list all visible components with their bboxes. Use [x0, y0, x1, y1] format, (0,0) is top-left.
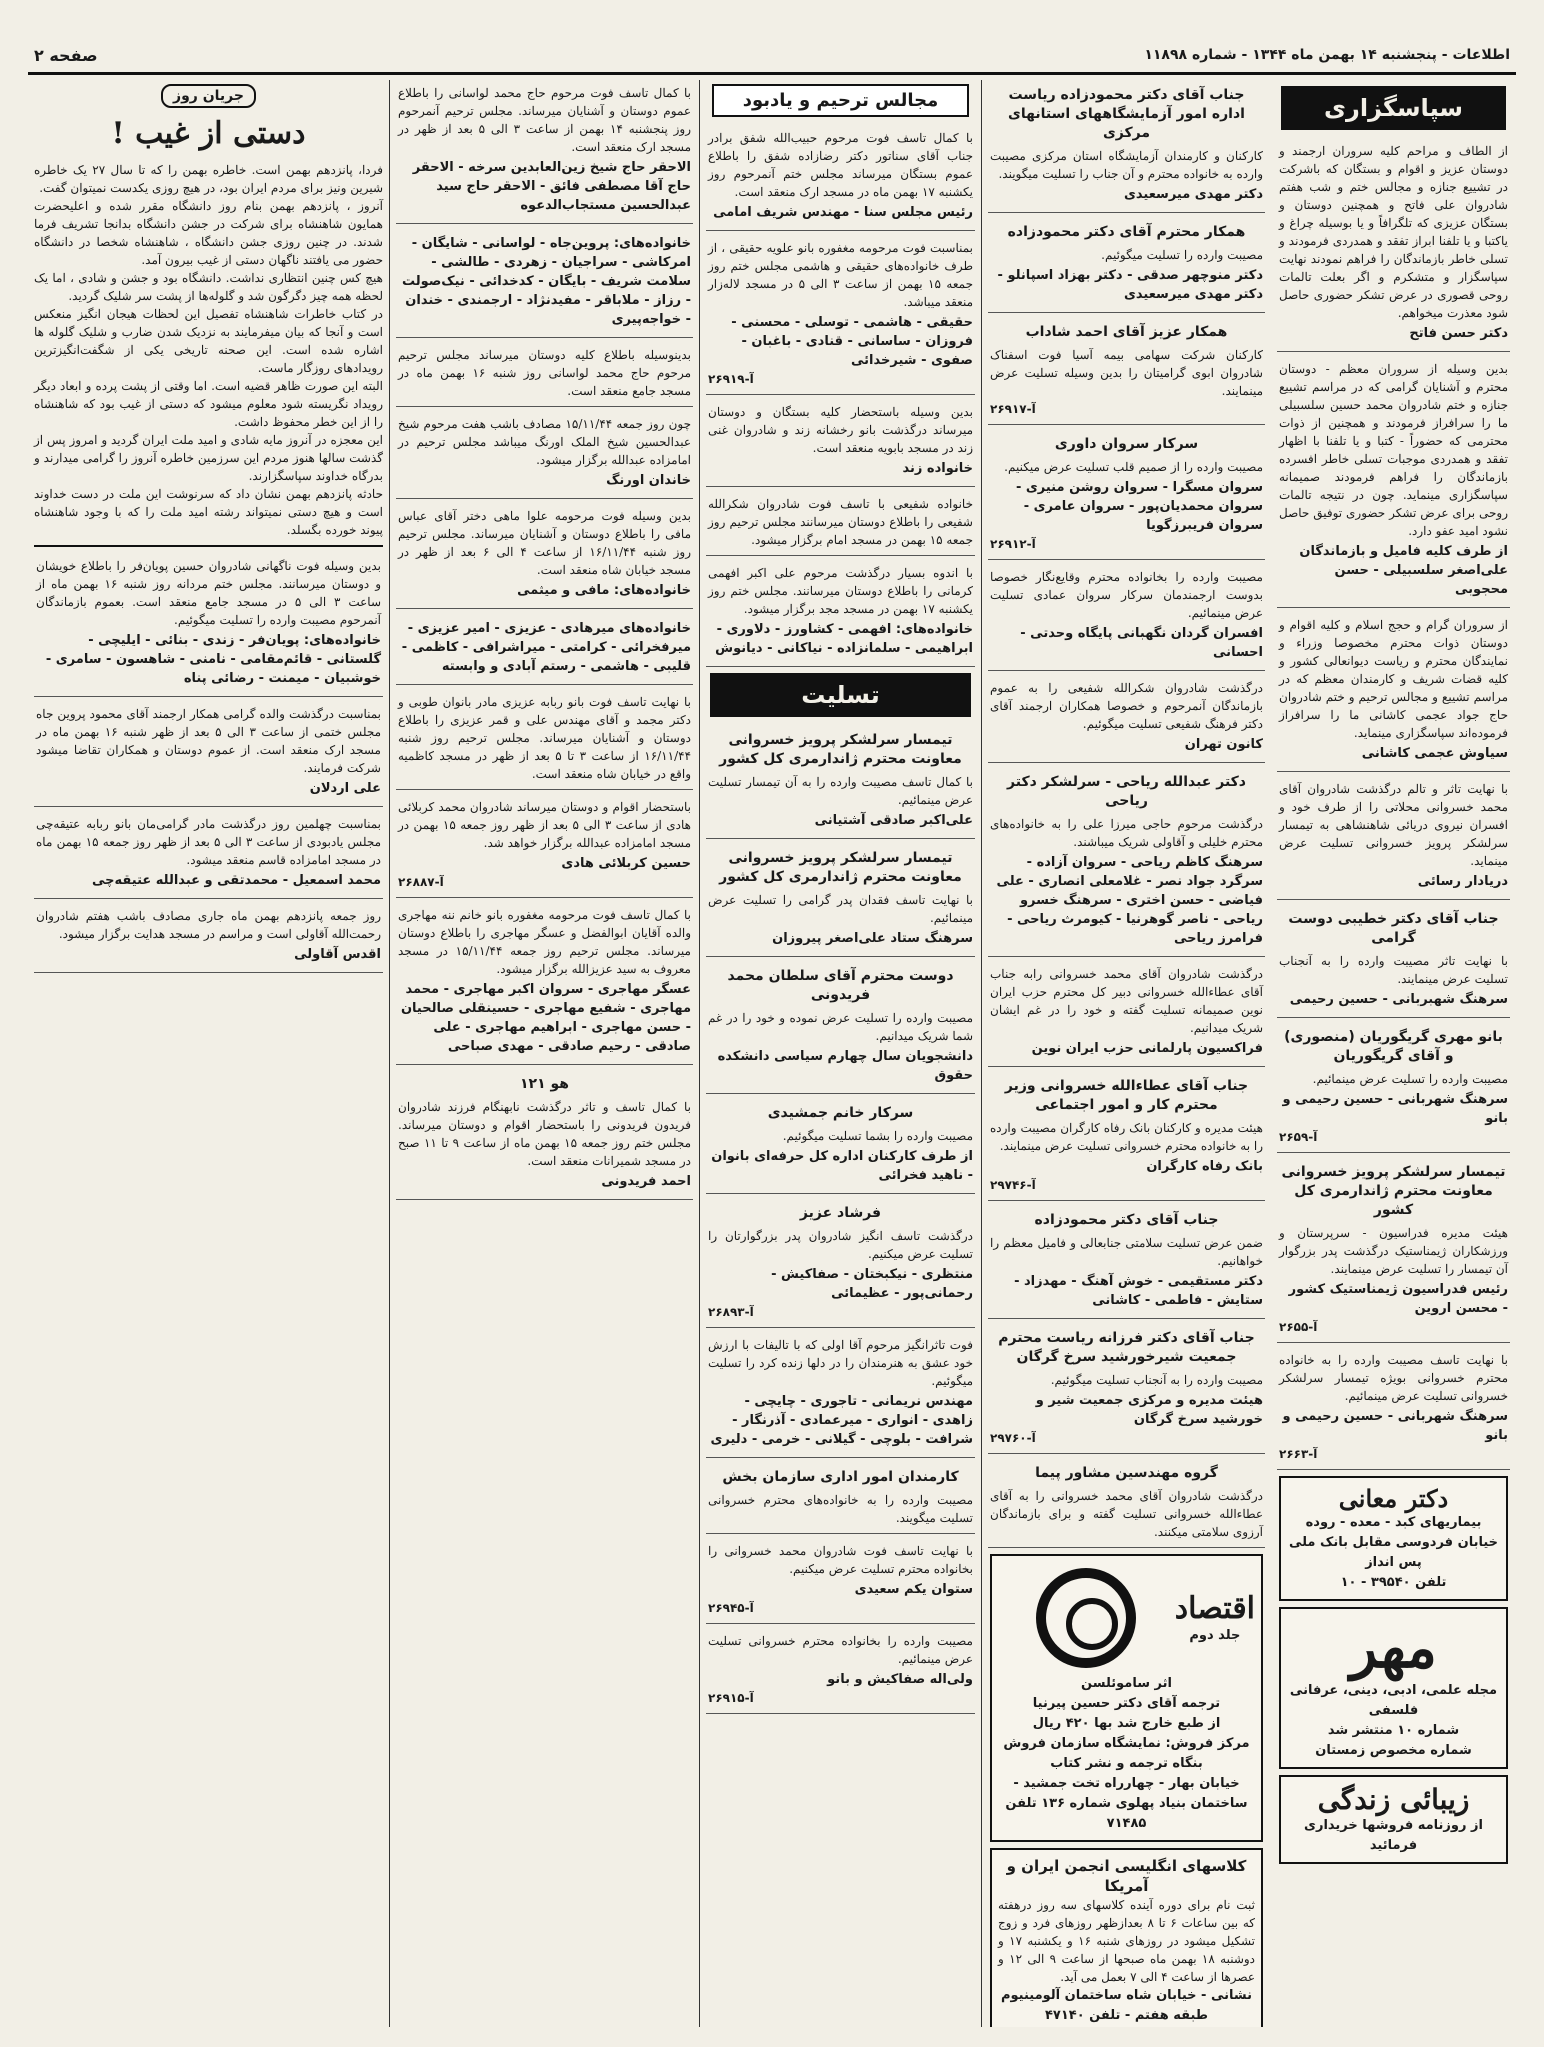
notice-heading: همکار عزیز آقای احمد شاداب [1025, 324, 1228, 340]
notice-heading: سرکار سروان داوری [1054, 436, 1199, 452]
notice-body: با کمال تاسف فوت مرحوم حبیب‌الله شفق برادر جناب آقای سناتور دکتر رضازاده شفق را باطلاع عموم بستگان میرساند مجلس ختم آنمرحوم روز یکشنبه ۱۷ بهمن ماه در مسجد ارک منعقد است. [708, 131, 973, 199]
notice-body: کارکنان و کارمندان آزمایشگاه استان مرکزی مصیبت وارده به خانواده محترم و آن جناب را تسلیت میگویند. [990, 149, 1263, 181]
notice-body: با اندوه بسیار درگذشت مرحوم علی اکبر افهمی کرمانی را باطلاع دوستان میرسانند. مجلس ختم روز یکشنبه ۱۷ بهمن در مسجد مجد برگزار میشود. [708, 566, 973, 616]
ad-classes-title: کلاسهای انگلیسی انجمن ایران و آمریکا [1006, 1857, 1247, 1895]
notice-reference: آ-۲۶۹۱۲ [990, 537, 1036, 551]
notice-heading: دکتر عبدالله ریاحی - سرلشکر دکتر ریاحی [1007, 774, 1246, 809]
notice-reference: آ-۲۹۷۶۰ [990, 1431, 1036, 1445]
notice-signature: سرهنگ شهبربانی - حسین رحیمی [1289, 992, 1508, 1007]
notice-signature: حسین کربلائی هادی [561, 856, 691, 871]
notice-body: باستحضار اقوام و دوستان میرساند شادروان محمد کربلائی هادی از ساعت ۳ الی ۵ بعد از ظهر روز جمعه ۱۵ بهمن در مسجد امامزاده عبدالله برگزار خواهد شد. [398, 800, 692, 850]
notice-item [988, 767, 1265, 957]
notice-list [34, 553, 383, 973]
editorial-title: دستی از غیب ! [111, 116, 306, 151]
notice-body: بمناسبت فوت مرحومه مغفوره بانو علویه حقیقی ، از طرف خانواده‌های حقیقی و هاشمی مجلس ختم روز جمعه ۱۵ بهمن از ساعت ۳ الی ۵ در مسجد لاله‌زار منعقد میباشد. [708, 241, 973, 309]
notice-item [396, 689, 693, 790]
notice-body: با نهایت تاسف فقدان پدر گرامی را تسلیت عرض مینمائیم. [708, 893, 973, 925]
notice-item [1277, 776, 1510, 900]
notice-reference: آ-۲۶۵۹ [1279, 1130, 1318, 1144]
notice-signature: اقدس آقاولی [294, 947, 381, 962]
ad-line: شماره مخصوص زمستان [1315, 1743, 1472, 1758]
notice-body: با کمال تاسف فوت مرحوم حاج محمد لواسانی را باطلاع عموم دوستان و آشنایان میرساند. مجلس ترحیم آنمرحوم روز پنجشنبه ۱۴ بهمن از ساعت ۳ الی ۵ بعد از ظهر در مسجد ارک منعقد است. [398, 86, 692, 154]
notice-signature: علی اردلان [309, 781, 381, 796]
notice-signature: دکتر مهدی میرسعیدی [1123, 187, 1263, 202]
editorial-body [34, 161, 383, 539]
notice-body: بدین وسیله باستحضار کلیه بستگان و دوستان میرساند درگذشت بانو رخشانه زند و شادروان غنی زند در مسجد بابویه منعقد است. [708, 405, 973, 455]
ad-english-classes [990, 1848, 1263, 2027]
notice-item [706, 235, 975, 395]
notice-heading: همکار محترم آقای دکتر محمودزاده [1007, 224, 1246, 240]
notice-item [1277, 138, 1510, 352]
notice-signature: دریادار رسائی [1417, 874, 1508, 889]
notice-names: عسگر مهاجری - سروان اکبر مهاجری - محمد مهاجری - شفیع مهاجری - حسینقلی صالحیان - حسن مهاجری - ابراهیم مهاجری - علی صادقی - رحیم صادقی - مهدی صباحی [400, 982, 691, 1054]
section-banner-condolence: تسلیت [710, 673, 971, 717]
notice-item [396, 1069, 693, 1200]
notice-body: بدین وسیله فوت مرحومه علوا ماهی دختر آقای عباس مافی را باطلاع دوستان و آشنایان میرساند. مجلس ترحیم روز شنبه ۱۶/۱۱/۴۴ از ساعت ۴ الی ۶ بعد از ظهر در مسجد خیابان شاه منعقد است. [398, 509, 692, 577]
notice-list [706, 125, 975, 667]
notice-signature: افسران گردان نگهبانی پایگاه وحدتی - احسانی [1020, 626, 1263, 660]
issue-info: اطلاعات - پنجشنبه ۱۴ بهمن ماه ۱۳۴۴ - شماره ۱۱۸۹۸ [1144, 47, 1510, 63]
notice-body: درگذشت شادروان آقای محمد خسروانی رابه جناب آقای عطاءالله خسروانی دبیر کل محترم حزب ایران نوین صمیمانه تسلیت گفته و خود را در غم ایشان شریک میدانیم. [990, 967, 1263, 1035]
notice-names: خانواده‌های: پویان‌فر - زندی - بنائی - ایلیچی - گلستانی - قائم‌مقامی - نامنی - شاهسون - سامری - خوشبیان - میمنت - رضائی پناه [45, 633, 381, 686]
notice-reference: آ-۲۶۹۱۵ [708, 1691, 754, 1705]
notice-signature: کانون تهران [1184, 737, 1263, 752]
editorial-paragraph: این معجزه در آنروز مایه شادی و امید ملت ایران گردید و امروز پس از گذشت سالها هنوز مردم این سرزمین خاطره آنروز را گرامی میدارند و بدرگاه خداوند سپاسگزارند. [34, 433, 383, 483]
section-banner-thanks: سپاسگزاری [1281, 86, 1506, 130]
notice-heading: سرکار خانم جمشیدی [767, 1105, 914, 1121]
column-memorials-1 [699, 80, 981, 2027]
notice-heading: بانو مهری گریگوریان (منصوری) و آقای گریگوریان [1284, 1029, 1503, 1064]
notice-item [34, 701, 383, 807]
notice-heading: تیمسار سرلشکر پرویز خسروانی معاونت محترم ژاندارمری کل کشور [719, 850, 962, 885]
ad-zendegi-lines [1287, 1816, 1500, 1856]
ad-book-lines [998, 1674, 1255, 1834]
notice-list [988, 80, 1265, 1548]
notice-heading: جناب آقای دکتر محمودزاده ریاست اداره امور آزمایشگاههای استانهای مرکزی [1008, 87, 1245, 141]
notice-item [1277, 356, 1510, 608]
notice-item [706, 1098, 975, 1194]
notice-body: مصیبت وارده را بشما تسلیت میگوئیم. [782, 1129, 973, 1143]
ad-line: بیماریهای کبد - معده - روده [1305, 1515, 1482, 1530]
notice-item [706, 399, 975, 487]
notice-item [1277, 904, 1510, 1018]
notice-names: الاحقر حاج شیخ زین‌العابدین سرخه - الاحقر حاج آقا مصطفی فائق - الاحقر حاج سید عبدالحسین مستجاب‌الدعوه [412, 160, 691, 213]
notice-signature: خاندان اورنگ [606, 473, 691, 488]
notice-body: مصیبت وارده را بخانواده محترم خسروانی تسلیت عرض مینمائیم. [708, 1634, 973, 1666]
notice-list [1277, 138, 1510, 1470]
notice-item [988, 317, 1265, 425]
ad-line: مجله علمی، ادبی، دینی، عرفانی فلسفی [1289, 1683, 1498, 1718]
notice-signature: علی‌اکبر صادقی آشتیانی [814, 813, 973, 828]
notice-item [706, 725, 975, 839]
notice-signature: سرهنگ شهربانی - حسین رحیمی و بانو [1282, 1092, 1508, 1126]
notice-signature: فراکسیون پارلمانی حزب ایران نوین [1031, 1041, 1263, 1056]
notice-item [396, 902, 693, 1065]
notice-item [34, 553, 383, 697]
notice-body: با کمال تاسف فوت مرحومه مغفوره بانو خانم ننه مهاجری والده آقایان ابوالفضل و عسگر مهاجری را باطلاع دوستان میرساند. مجلس ترحیم روز جمعه ۱۵/۱۱/۴۴ در مسجد معروف به سید عزیزالله برگزار میشود. [398, 908, 691, 976]
notice-signature: سرهنگ شهربانی - حسین رحیمی و بانو [1282, 1409, 1508, 1443]
notice-body: درگذشت شادروان آقای محمد خسروانی را به آقای عطاءالله خسروانی تسلیت گفته و برای بازماندگان آرزوی سلامتی میکنند. [990, 1489, 1263, 1539]
notice-names: سرهنگ کاظم ریاحی - سروان آزاده - سرگرد جواد نصر - غلامعلی انصاری - علی فیاضی - حسن اختری - سرهنگ خسرو ریاحی - ناصر گوهرنیا - کیومرث ریاحی - فرامرز ریاحی [996, 855, 1263, 946]
notice-item [1277, 612, 1510, 772]
notice-heading: جناب آقای دکتر محمودزاده [1034, 1212, 1219, 1228]
ad-doctor-title: دکتر معانی [1338, 1484, 1449, 1513]
notice-item [34, 903, 383, 973]
notice-body: کارکنان شرکت سهامی بیمه آسیا فوت اسفناک شادروان ابوی گرامیتان را بدین وسیله تسلیت عرض مینمایند. [990, 348, 1263, 398]
notice-body: بدینوسیله باطلاع کلیه دوستان میرساند مجلس ترحیم مرحوم حاج محمد لواسانی روز شنبه ۱۶ بهمن ماه در مسجد جامع منعقد است. [398, 348, 691, 398]
notice-names: حقیقی - هاشمی - توسلی - محسنی - فروزان - ساسانی - قنادی - باغبان - صفوی - شیرخدائی [731, 315, 973, 368]
notice-signature: دکتر حسن فاتح [1409, 326, 1508, 341]
notice-body: بدین وسیله فوت ناگهانی شادروان حسین پویان‌فر را باطلاع خویشان و دوستان میرسانند. مجلس ختم مردانه روز شنبه ۱۶ بهمن ماه از ساعت ۳ الی ۵ در مسجد جامع منعقد است. بعموم بازماندگان آنمرحوم مصیبت وارده را تسلیت میگوئیم. [36, 559, 382, 627]
notice-item [706, 1538, 975, 1624]
notice-body: فوت تاثرانگیز مرحوم آقا اولی که با تالیفات با ارزش خود عشق به هنرمندان را در دلها زنده کرد را تسلیت میگوئیم. [708, 1338, 973, 1388]
notice-item [988, 80, 1265, 213]
notice-item [396, 228, 693, 338]
ad-zendegi [1279, 1775, 1508, 1864]
notice-item [988, 1458, 1265, 1548]
ad-line: مرکز فروش: نمایشگاه سازمان فروش بنگاه ترجمه و نشر کتاب [1003, 1736, 1250, 1771]
notice-signature: از طرف کارکنان اداره کل حرفه‌ای بانوان - ناهید فخرائی [711, 1149, 973, 1183]
notice-body: خانواده شفیعی با تاسف فوت شادروان شکرالله شفیعی را باطلاع دوستان میرسانند مجلس ترحیم روز جمعه ۱۵ بهمن در مسجد امام برگزار میشود. [708, 497, 973, 547]
notice-item [1277, 1347, 1510, 1470]
notice-item [706, 491, 975, 556]
notice-item [1277, 1157, 1510, 1343]
notice-reference: آ-۲۶۶۳ [1279, 1447, 1318, 1461]
notice-signature: از طرف کلیه فامیل و بازماندگان علی‌اصغر سلسبیلی - حسن محجوبی [1299, 544, 1508, 597]
notice-signature: هیئت مدیره و مرکزی جمعیت شیر و خورشید سرخ گرگان [1035, 1393, 1263, 1427]
notice-body: مصیبت وارده را به آنجناب تسلیت میگوئیم. [1050, 1373, 1263, 1387]
notice-body: مصیبت وارده را تسلیت عرض نموده و خود را در غم شما شریک میدانیم. [708, 1011, 973, 1043]
notice-names: خانواده‌های: مافی و میثمی [517, 583, 691, 598]
notice-heading: فرشاد عزیز [799, 1205, 882, 1221]
notice-heading: گروه مهندسین مشاور پیما [1035, 1465, 1218, 1481]
ad-line: ترجمه آقای دکتر حسین پیرنیا [1032, 1696, 1221, 1711]
ad-classes-body: ثبت نام برای دوره آینده کلاسهای سه روز درهفته که بین ساعات ۶ تا ۸ بعدازظهر روزهای فرد و زوج تشکیل میشود در روزهای شنبه ۱۶ و یکشنبه ۱۷ و دوشنبه ۱۸ بهمن ماه صبحها از ساعت ۹ الی ۱۲ و عصرها از ساعت ۴ الی ۷ بعمل می آید. [998, 1898, 1256, 1984]
notice-signature: سیاوش عجمی کاشانی [1361, 746, 1508, 761]
notice-signature: احمد فریدونی [601, 1174, 691, 1189]
ad-classes-footer: نشانی - خیابان شاه ساختمان آلومینیوم طبقه هفتم - تلفن ۴۷۱۴۰ [1001, 1988, 1252, 2023]
notice-names: مهندس نریمانی - تاجوری - چایچی - زاهدی - انواری - میرعمادی - آذرنگار - شرافت - بلوچی - گیلانی - خرمی - دلیری [710, 1394, 973, 1447]
notice-heading: جناب آقای دکتر فرزانه ریاست محترم جمعیت شیرخورشید سرخ گرگان [998, 1330, 1255, 1365]
column-condolences [981, 80, 1271, 2027]
notice-names: خانواده‌های میرهادی - عزیزی - امیر عزیزی - میرفخرائی - کرامتی - میراشرافی - کاظمی - قلیبی - هاشمی - رستم آبادی و وابسته [401, 621, 691, 674]
notice-heading: جناب آقای عطاءالله خسروانی وزیر محترم کار و امور اجتماعی [1004, 1078, 1249, 1113]
notice-body: با کمال تاسف مصیبت وارده را به آن تیمسار تسلیت عرض مینمائیم. [708, 775, 973, 807]
notice-body: بمناسبت چهلمین روز درگذشت مادر گرامی‌مان بانو ربابه عتیقه‌چی مجلس یادبودی از ساعت ۳ الی ۵ بعد از ظهر روز جمعه ۱۵ بهمن ماه در مسجد امامزاده قاسم منعقد میشود. [36, 817, 382, 867]
notice-item [34, 811, 383, 899]
publisher-logo-icon [1036, 1568, 1136, 1668]
notice-reference: آ-۲۶۸۸۷ [398, 875, 444, 889]
page-number: صفحه ۲ [34, 45, 98, 65]
notice-body: روز جمعه پانزدهم بهمن ماه جاری مصادف باشب هفتم شادروان رحمت‌الله آقاولی است و مراسم در مسجد هدایت برگزار میشود. [36, 909, 381, 941]
ad-line: اثر ساموئلسن [1081, 1676, 1172, 1691]
notice-body: بمناسبت درگذشت والده گرامی همکار ارجمند آقای محمود پروین جاه مجلس ختمی از ساعت ۳ الی ۵ بعد از ظهر شنبه ۱۶ بهمن ماه در مسجد ارک منعقد است. از عموم دوستان و همکاران تقاضا میشود شرکت فرمایند. [36, 707, 381, 775]
ad-line: خیابان بهار - چهارراه تخت جمشید - ساختمان بنیاد پهلوی شماره ۱۳۶ تلفن ۷۱۴۸۵ [1005, 1776, 1248, 1831]
ad-book [990, 1554, 1263, 1842]
notice-item [988, 429, 1265, 560]
notice-signature: ستوان یکم سعیدی [854, 1582, 973, 1597]
ad-zendegi-title: زیبائی زندگی [1317, 1783, 1470, 1816]
notice-item [396, 503, 693, 609]
notice-body: از سروران گرام و حجج اسلام و کلیه اقوام و دوستان ذوات محترم مخصوصا وزراء و نمایندگان محترم و ریاست دیوانعالی کشور و کلیه قضات شریف و کارمندان معظم که در مراسم تشییع و مجالس ترحیم و ختم شادروان حاج جواد عجمی کاشانی ما را سرافراز فرموده‌اند سپاسگزاری مینماید. [1279, 618, 1508, 740]
notice-signature: رئیس فدراسیون ژیمناستیک کشور - محسن اروین [1288, 1282, 1508, 1316]
notice-signature: رئیس مجلس سنا - مهندس شریف امامی [713, 205, 973, 220]
notice-signature: بانک رفاه کارگران [1146, 1159, 1263, 1174]
notice-item [396, 794, 693, 898]
notice-reference: آ-۲۶۹۱۹ [708, 372, 754, 386]
ad-line: از طبع خارج شد بها ۴۲۰ ریال [1032, 1716, 1221, 1731]
notice-heading: جناب آقای دکتر خطیبی دوست گرامی [1288, 911, 1499, 946]
ad-magazine-lines [1287, 1681, 1500, 1761]
ad-line: تلفن ۳۹۵۴۰ - ۱۰ [1340, 1575, 1447, 1590]
notice-item [706, 1332, 975, 1458]
notice-body: مصیبت وارده را تسلیت عرض مینمائیم. [1312, 1072, 1508, 1086]
column-memorials-2 [389, 80, 699, 2027]
notice-heading: کارمندان امور اداری سازمان بخش [722, 1469, 959, 1485]
editorial-paragraph: حادثه پانزدهم بهمن نشان داد که سرنوشت این ملت در دست خداوند است و هیچ دستی نمیتواند رشته امید ملت را که با وجود شاهنشاه پیوند خورده بگسلد. [34, 487, 383, 537]
notice-item [396, 80, 693, 224]
ad-doctor-lines [1287, 1513, 1500, 1593]
notice-item [706, 1198, 975, 1328]
notice-signature: محمد اسمعیل - محمدتقی و عبدالله عتیقه‌چی [92, 873, 381, 888]
notice-names: منتظری - نیکبختان - صفاکیش - رحمانی‌پور - عظیمائی [771, 1267, 973, 1301]
column-thanks [1271, 80, 1516, 2027]
ad-line: از روزنامه فروشها خریداری فرمائید [1304, 1818, 1483, 1853]
notice-body: مصیبت وارده را تسلیت میگوئیم. [1101, 248, 1263, 262]
notice-heading: دوست محترم آقای سلطان محمد فریدونی [727, 968, 954, 1003]
notice-item [988, 675, 1265, 763]
notice-item [396, 342, 693, 407]
notice-item [396, 411, 693, 499]
notice-body: با نهایت تاثر و تالم درگذشت شادروان آقای محمد خسروانی محلاتی را از طرف خود و افسران نیروی دریائی شاهنشاهی به تیمسار سرلشکر پرویز خسروانی تسلیت عرض مینماید. [1279, 782, 1508, 868]
notice-body: با نهایت تاسف فوت شادروان محمد خسروانی را بخانواده محترم تسلیت عرض میکنیم. [708, 1544, 973, 1576]
editorial-paragraph: فردا، پانزدهم بهمن است. خاطره بهمن را که تا سال ۲۷ یک خاطره شیرین ونیز برای مردم ایران بود، در هیچ روزی یکدست نمیتوان گفت. [34, 163, 383, 195]
notice-body: ضمن عرض تسلیت سلامتی جنابعالی و فامیل معظم را خواهانیم. [990, 1236, 1263, 1268]
notice-item [988, 1205, 1265, 1319]
notice-body: از الطاف و مراحم کلیه سروران ارجمند و دوستان عزیز و اقوام و بستگان که باشرکت در تشییع جنازه و مجالس ختم و شب هفتم شادروان علی فاتح و همچنین دوستان و بستگان عزیزی که تلگرافاً و یا بوسیله چراغ و یاکتبا و یا تلفنا ابراز تفقد و همدردی فرمودند و تسلی خاطر بازماندگان را فراهم نمودند نهایت سپاسگزار و متشکرم و اگر بعلت تالمات روحی قصوری در عرض تشکر حضوری حاصل شود معذرت میخواهم. [1279, 144, 1508, 320]
notice-reference: آ-۲۶۹۱۷ [990, 402, 1036, 416]
notice-signature: دکتر منوچهر صدقی - دکتر بهزاد اسپانلو - دکتر مهدی میرسعیدی [997, 268, 1263, 302]
notice-signature: سروان مسگرا - سروان روشن منیری - سروان محمدیان‌پور - سروان عامری - سروان فریبرزگویا [1015, 480, 1263, 533]
notice-signature: ولی‌اله صفاکیش و بانو [827, 1672, 973, 1687]
editorial-kicker: جریان روز [161, 84, 256, 108]
notice-item [396, 613, 693, 685]
section-banner-memorials: مجالس ترحیم و یادبود [712, 84, 969, 117]
notice-item [988, 564, 1265, 671]
notice-heading: تیمسار سرلشکر پرویز خسروانی معاونت محترم ژاندارمری کل کشور [1281, 1164, 1506, 1218]
notice-heading: تیمسار سرلشکر پرویز خسروانی معاونت محترم ژاندارمری کل کشور [719, 732, 962, 767]
notice-body: درگذشت مرحوم حاجی میرزا علی را به خانواده‌های محترم خلیلی و آقاولی شریک میباشند. [990, 817, 1263, 849]
notice-item [988, 961, 1265, 1067]
notice-names: خانواده‌های: افهمی - کشاورز - دلاوری - ابراهیمی - سلمانزاده - نیاکانی - دیانوش [715, 622, 973, 656]
notice-signature: سرهنگ ستاد علی‌اصغر پیروزان [772, 931, 973, 946]
ad-magazine [1279, 1607, 1508, 1769]
notice-reference: آ-۲۶۹۴۵ [708, 1601, 754, 1615]
notice-item [706, 1462, 975, 1534]
notice-body: با کمال تاسف و تاثر درگذشت نابهنگام فرزند شادروان فریدون فریدونی را باستحضار اقوام و دوستان میرساند. مجلس ختم روز جمعه ۱۵ بهمن ماه از ساعت ۹ تا ۱۱ صبح در مسجد شمیرانات منعقد است. [398, 1100, 692, 1168]
notice-body: درگذشت تاسف انگیز شادروان پدر بزرگوارتان را تسلیت عرض میکنیم. [708, 1229, 973, 1261]
ad-doctor [1279, 1476, 1508, 1601]
notice-item [1277, 1022, 1510, 1153]
notice-item [706, 961, 975, 1094]
notice-heading: هو ۱۲۱ [520, 1076, 569, 1092]
notice-item [988, 217, 1265, 313]
notice-item [706, 843, 975, 957]
ad-book-subtitle: جلد دوم [1189, 1627, 1241, 1643]
editorial-paragraph: آنروز ، پانزدهم بهمن بنام روز دانشگاه مقرر شده و اعلیحضرت همایون شاهنشاه برای شرکت در جشن دانشگاه بدانجا تشریف فرما شدند. در چنین روزی جشن دانشگاه ، شاهنشاه شخصا در دانشگاه حضور می یافتند ناگهان دستی از غیب بیرون آمد. [34, 199, 383, 267]
notice-body: با نهایت تاسف فوت بانو ربابه عزیزی مادر بانوان طوبی و دکتر مجمد و آقای مهندس علی و قمر عزیزی را باطلاع دوستان و آشنایان میرساند. مجلس ترحیم روز شنبه ۱۶/۱۱/۴۴ از ساعت ۳ تا ۵ بعد از ظهر در مسجد کاظمیه واقع در خیابان شاه منعقد است. [398, 695, 692, 781]
notice-body: هیئت مدیره و کارکنان بانک رفاه کارگران مصیبت وارده را به خانواده محترم خسروانی تسلیت عرض مینمایند. [990, 1121, 1263, 1153]
notice-body: مصیبت وارده را بخانواده محترم وقایع‌نگار خصوصا بدوست ارجمندمان سرکار سروان عمادی تسلیت عرض مینمائیم. [990, 570, 1263, 620]
notice-signature: دانشجویان سال چهارم سیاسی دانشکده حقوق [717, 1049, 973, 1083]
notice-item [706, 560, 975, 667]
editorial-paragraph: در کتاب خاطرات شاهنشاه تفصیل این لحظات هیجان انگیز منعکس است و آنجا که بیان میفرمایند به نزدیک شدن ضارب و شلیک گلوله ها اشاره شده است. این صحنه تاریخی یکی از شگفت‌انگیزترین رویدادهای روزگار ماست. [34, 307, 383, 375]
notice-reference: آ-۲۶۵۵ [1279, 1320, 1318, 1334]
masthead [28, 38, 1516, 75]
notice-body: درگذشت شادروان شکرالله شفیعی را به عموم بازماندگان آنمرحوم و خصوصا همکاران ارجمند آقای دکتر فرهنگ شفیعی تسلیت میگوئیم. [990, 681, 1263, 731]
notice-signature: دکتر مستقیمی - خوش آهنگ - مهدزاد - ستایش - فاطمی - کاشانی [1014, 1274, 1263, 1308]
editorial-paragraph: هیچ کس چنین انتظاری نداشت. دانشگاه بود و جشن و شادی ، اما یک لحظه همه چیز دگرگون شد و گلوله‌ها از پشت سر شلیک گردید. [34, 271, 383, 303]
notice-body: مصیبت وارده را از صمیم قلب تسلیت عرض میکنیم. [1004, 460, 1263, 474]
notice-item [706, 1628, 975, 1714]
notice-item [988, 1323, 1265, 1454]
divider [34, 545, 383, 547]
notice-item [988, 1071, 1265, 1201]
notice-body: بدین وسیله از سروران معظم - دوستان محترم و آشنایان گرامی که در مراسم تشییع جنازه و ختم شادروان محمد حسین سلسبیلی ما را سرافراز فرمودند و همچنین از ذوات محترمی که حضوراً - کتبا و یا تلفنا با اظهار تفقد و همدردی موجبات تسلی خاطر افسرده بازماندگان را فراهم فرمودند صمیمانه سپاسگزاری مینماید. چون در نتیجه تالمات روحی برای عرض تشکر حضوری توفیق حاصل نشود امید عفو دارد. [1279, 362, 1508, 538]
ad-line: خیابان فردوسی مقابل بانک ملی پس انداز [1288, 1535, 1499, 1570]
ad-magazine-title: مهر [1350, 1615, 1437, 1681]
notice-list [396, 80, 693, 1200]
notice-body: با نهایت تاثر مصیبت وارده را به آنجناب تسلیت عرض مینمایند. [1279, 954, 1508, 986]
notice-body: چون روز جمعه ۱۵/۱۱/۴۴ مصادف باشب هفت مرحوم شیخ عبدالحسین شیخ الملک اورنگ میباشد مجلس ترحیم در امامزاده عبدالله برگزار میشود. [398, 417, 691, 467]
notice-names: خانواده‌های: پروین‌جاه - لواسانی - شایگان - امرکاشی - سراجیان - زهردی - طالشی - سلامت شریف - بایگان - کدخدائی - نیک‌صولت - رزاز - ملاباقر - مفیدنژاد - ارجمندی - خندان - خواجه‌پیری [401, 236, 691, 327]
notice-body: هیئت مدیره فدراسیون - سرپرستان و ورزشکاران ژیمناستیک درگذشت پدر بزرگوار آن تیمسار را تسلیت عرض مینمایند. [1279, 1226, 1508, 1276]
notice-reference: آ-۲۶۸۹۳ [708, 1305, 754, 1319]
notice-body: با نهایت تاسف مصیبت وارده را به خانواده محترم خسروانی بویژه تیمسار سرلشکر خسروانی تسلیت عرض مینمائیم. [1279, 1353, 1508, 1403]
notice-list [706, 725, 975, 1714]
editorial-paragraph: البته این صورت ظاهر قضیه است. اما وقتی از پشت پرده و ابعاد دیگر رویداد نگریسته شود معلوم میشود که دستی از غیب بود که شاهنشاه را از این خطر محفوظ داشت. [34, 379, 383, 429]
ad-book-title: اقتصاد [1174, 1590, 1255, 1626]
notice-body: مصیبت وارده را به خانواده‌های محترم خسروانی تسلیت میگویند. [708, 1493, 973, 1525]
notice-reference: آ-۲۹۷۴۶ [990, 1178, 1036, 1192]
ad-line: شماره ۱۰ منتشر شد [1327, 1723, 1460, 1738]
notice-item [706, 125, 975, 231]
column-editorial [28, 80, 389, 2027]
notice-signature: خانواده زند [902, 461, 973, 476]
